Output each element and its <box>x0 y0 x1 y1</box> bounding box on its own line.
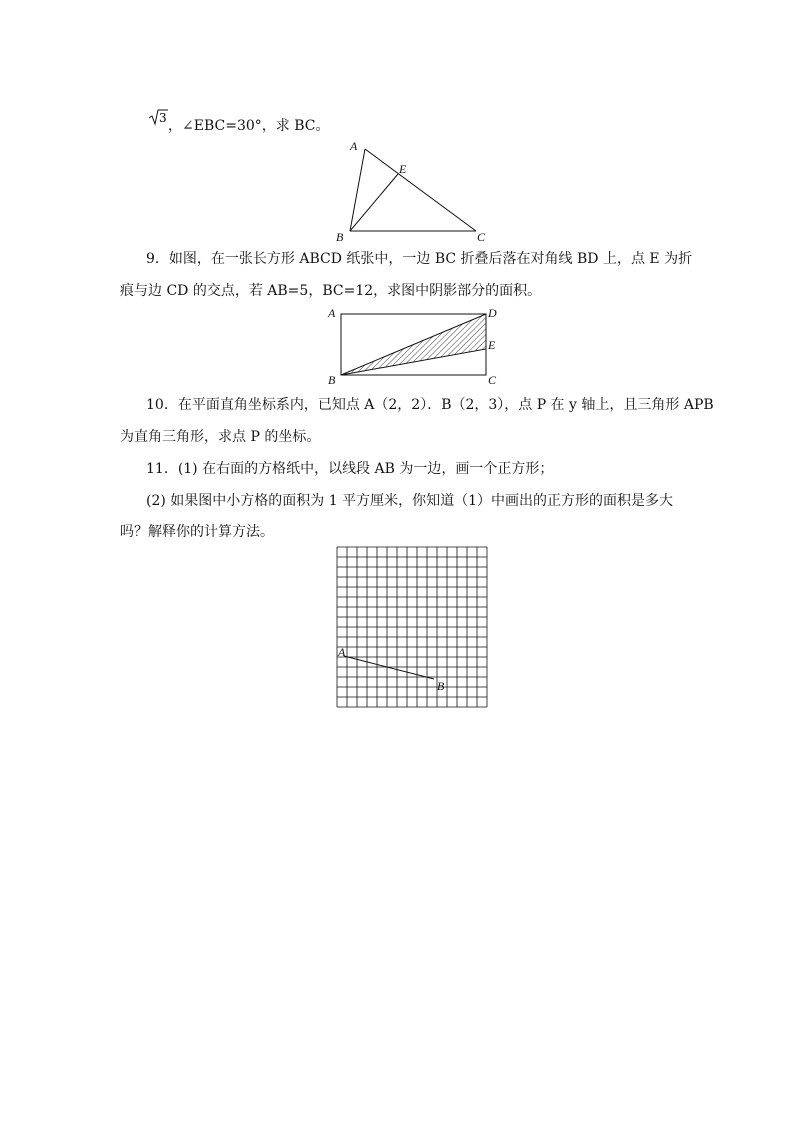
q11-grid-figure <box>330 540 495 715</box>
shaded-triangle-BDE <box>341 314 486 375</box>
q11-line-3: 吗？解释你的计算方法。 <box>120 524 274 540</box>
q9-line-2: 痕与边 CD 的交点，若 AB=5，BC=12，求图中阴影部分的面积。 <box>120 283 542 299</box>
label-B: B <box>336 230 344 244</box>
label-B: B <box>437 679 445 693</box>
label-C: C <box>477 230 486 244</box>
segment-BE <box>350 174 398 231</box>
q10-line-1: 10．在平面直角坐标系内，已知点 A（2，2）．B（2，3），点 P 在 y 轴上，且三角形 APB <box>146 397 714 413</box>
label-E: E <box>399 162 407 176</box>
sqrt-radicand: 3 <box>159 111 167 125</box>
q10-line-2: 为直角三角形，求点 P 的坐标。 <box>120 429 321 445</box>
label-C: C <box>488 373 497 387</box>
q11-line-1: 11．(1) 在右面的方格纸中，以线段 AB 为一边，画一个正方形； <box>146 461 554 477</box>
label-B: B <box>328 373 336 387</box>
label-A: A <box>338 645 346 659</box>
segment-AC <box>365 149 476 231</box>
q8-tail-text: ，∠EBC=30°，求 BC。 <box>168 118 330 134</box>
sqrt-symbol <box>148 108 168 126</box>
q9-rectangle-figure <box>320 302 510 390</box>
q11-line-2: (2) 如果图中小方格的面积为 1 平方厘米，你知道（1）中画出的正方形的面积是多大 <box>146 493 673 509</box>
q8-triangle-figure <box>330 135 500 245</box>
label-A: A <box>328 306 336 320</box>
segment-AB <box>350 149 365 231</box>
segment-AB <box>344 656 434 679</box>
label-A: A <box>350 139 358 153</box>
label-D: D <box>488 306 497 320</box>
q9-line-1: 9．如图，在一张长方形 ABCD 纸张中，一边 BC 折叠后落在对角线 BD 上，点 E 为折 <box>146 251 693 267</box>
label-E: E <box>488 338 496 352</box>
